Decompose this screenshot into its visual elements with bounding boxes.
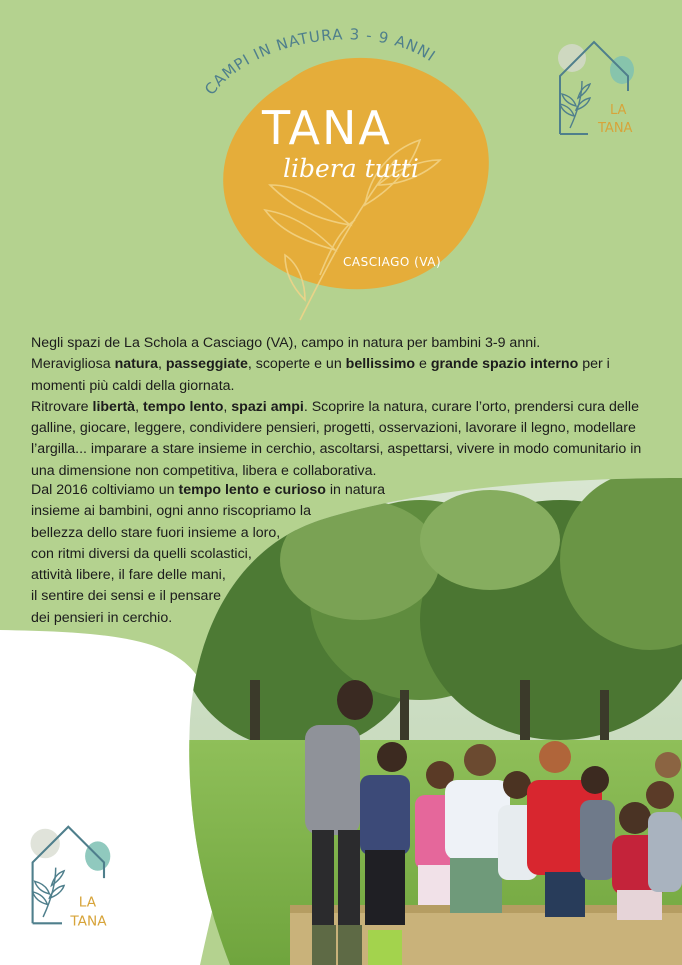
intro-paragraph-1: Negli spazi de La Schola a Casciago (VA), campo in natura per bambini 3-9 anni. [31, 335, 541, 351]
story-line-1: Dal 2016 coltiviamo un tempo lento e curioso in natura [31, 482, 386, 498]
story-line-7: dei pensieri in cerchio. [31, 609, 173, 626]
story-line-3: bellezza dello stare fuori insieme a loro, [31, 524, 281, 541]
intro-paragraph-3: Ritrovare libertà, tempo lento, spazi ampi. Scoprire la natura, curare l’orto, prendersi cura delle galline, giocare, leggere, condividere pensieri, progetti, osservazioni, lavorare il legno, modellare l’argilla... imparare a stare insieme in cerchio, ascoltarsi, aspettarsi, vivere in modo comunitario in una dimensione non competitiva, libera e collaborativa. [31, 398, 642, 479]
story-text [31, 480, 411, 629]
story-line-5: attività libere, il fare delle mani, [31, 567, 226, 584]
arc-title: CAMPI IN NATURA 3 - 9 ANNI [201, 25, 440, 99]
location-label: CASCIAGO (VA) [343, 255, 442, 269]
story-line-4: con ritmi diversi da quelli scolastici, [31, 545, 252, 562]
la-tana-logo-bottom [20, 820, 125, 930]
la-tana-logo-top [548, 36, 648, 140]
page-title: TANA [262, 101, 392, 155]
logo-text-la: LA [610, 103, 627, 118]
logo-text-tana: TANA [598, 121, 633, 136]
logo-text-la: LA [78, 894, 97, 911]
page-subtitle: libera tutti [283, 154, 419, 183]
intro-paragraph-2: Meravigliosa natura, passeggiate, scoperte e un bellissimo e grande spazio interno per i momenti più caldi della giornata. [31, 356, 610, 394]
story-line-6: il sentire dei sensi e il pensare [31, 588, 222, 605]
story-line-2: insieme ai bambini, ogni anno riscopriamo la [31, 503, 311, 520]
intro-text [31, 333, 656, 482]
logo-text-tana: TANA [70, 913, 107, 930]
